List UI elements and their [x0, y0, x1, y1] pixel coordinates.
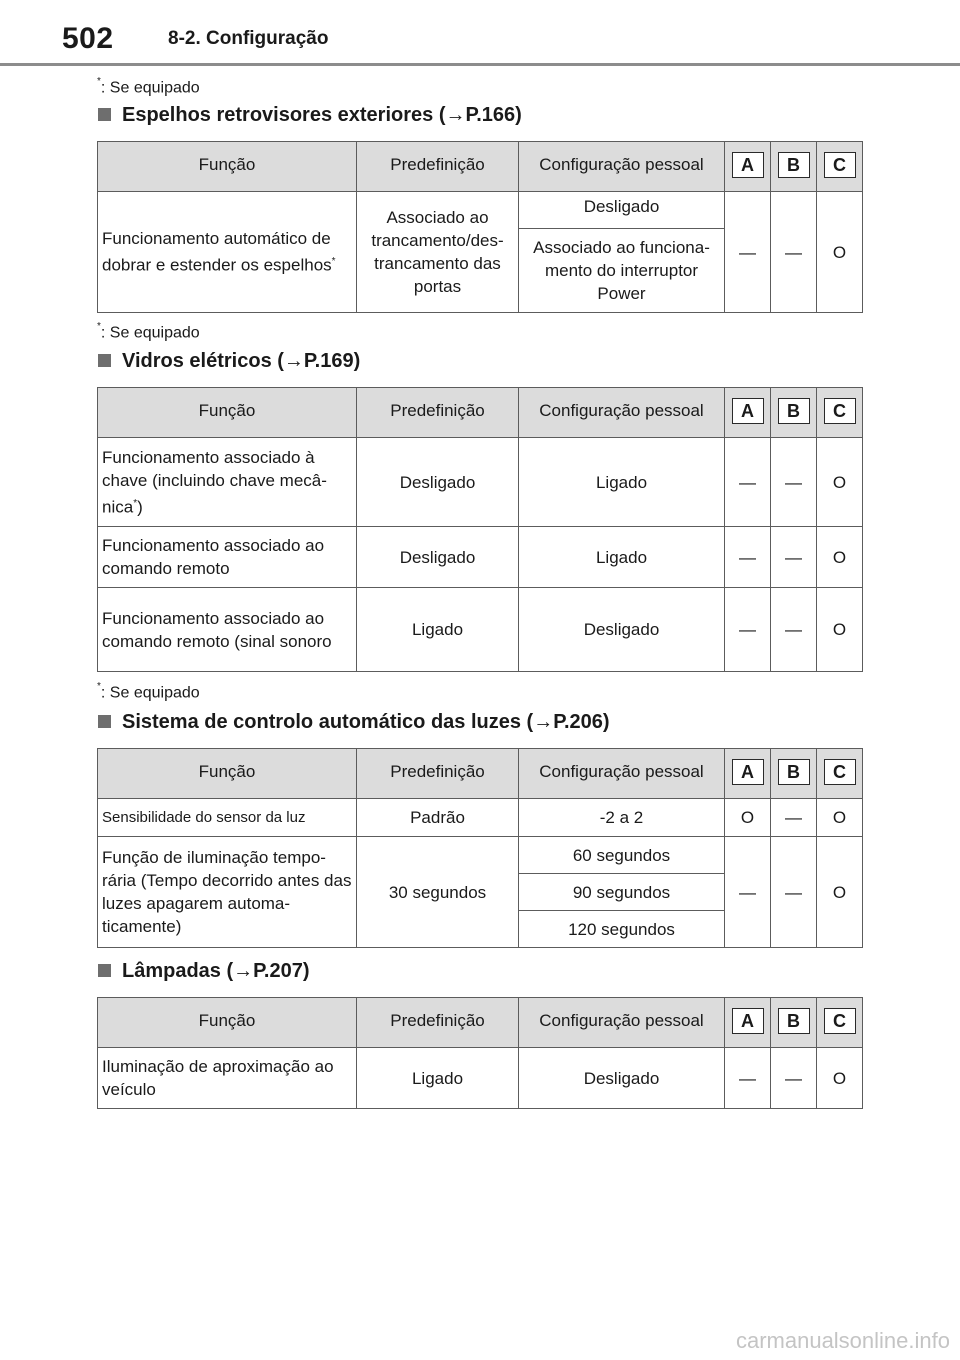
- cell-predefinicao: Desligado: [357, 527, 519, 588]
- cell-option: 120 segundos: [519, 911, 725, 948]
- badge-b: B: [778, 759, 810, 785]
- badge-c: C: [824, 152, 856, 178]
- cell-a: —: [725, 438, 771, 527]
- cell-funcao: Sensibilidade do sensor da luz: [98, 799, 357, 837]
- cell-c: O: [817, 438, 863, 527]
- cell-b: —: [771, 1048, 817, 1109]
- table-header-row: [98, 998, 863, 1048]
- cell-configuracao: Desligado: [519, 1048, 725, 1109]
- header-configuracao: Configuração pessoal: [519, 142, 725, 192]
- header-a: [725, 998, 771, 1048]
- footnote: *: Se equipado: [97, 681, 200, 702]
- cell-predefinicao: Ligado: [357, 588, 519, 672]
- badge-b: B: [778, 1008, 810, 1034]
- cell-c: O: [817, 1048, 863, 1109]
- watermark: carmanualsonline.info: [735, 1328, 950, 1353]
- badge-a: A: [732, 759, 764, 785]
- header-c: [817, 749, 863, 799]
- cell-predefinicao: Ligado: [357, 1048, 519, 1109]
- badge-c: C: [824, 398, 856, 424]
- section-heading: Sistema de controlo automático das luzes (→P.206): [98, 711, 610, 734]
- section-heading: Espelhos retrovisores exteriores (→P.166): [98, 104, 522, 127]
- settings-table-mirrors: [97, 141, 863, 313]
- cell-c: O: [817, 837, 863, 948]
- cell-b: —: [771, 837, 817, 948]
- header-b: [771, 388, 817, 438]
- cell-c: O: [817, 192, 863, 313]
- cell-predefinicao: 30 segundos: [357, 837, 519, 948]
- cell-b: —: [771, 527, 817, 588]
- header-configuracao: Configuração pessoal: [519, 388, 725, 438]
- cell-option: 90 segundos: [519, 874, 725, 911]
- cell-b: —: [771, 799, 817, 837]
- badge-a: A: [732, 1008, 764, 1034]
- cell-configuracao: Ligado: [519, 438, 725, 527]
- section-heading: Lâmpadas (→P.207): [98, 960, 310, 983]
- bullet-square-icon: [98, 715, 111, 728]
- section-title: 8-2. Configuração: [168, 28, 329, 49]
- cell-configuracao: Ligado: [519, 527, 725, 588]
- cell-b: —: [771, 438, 817, 527]
- header-c: [817, 142, 863, 192]
- table-row: [98, 1048, 863, 1109]
- header-b: [771, 749, 817, 799]
- cell-configuracao: -2 a 2: [519, 799, 725, 837]
- table-header-row: [98, 388, 863, 438]
- header-funcao: Função: [98, 749, 357, 799]
- badge-b: B: [778, 152, 810, 178]
- badge-a: A: [732, 152, 764, 178]
- cell-a: —: [725, 837, 771, 948]
- header-configuracao: Configuração pessoal: [519, 749, 725, 799]
- section-heading: Vidros elétricos (→P.169): [98, 350, 360, 373]
- header-configuracao: Configuração pessoal: [519, 998, 725, 1048]
- cell-funcao: Funcionamento associado à chave (incluindo chave mecâ-nica*): [98, 438, 357, 527]
- badge-c: C: [824, 759, 856, 785]
- table-header-row: [98, 749, 863, 799]
- table-row: [98, 527, 863, 588]
- cell-funcao: Função de iluminação tempo-rária (Tempo decorrido antes das luzes apagarem automa-ticamente): [98, 837, 357, 948]
- bullet-square-icon: [98, 108, 111, 121]
- cell-a: —: [725, 588, 771, 672]
- header-a: [725, 142, 771, 192]
- cell-b: —: [771, 192, 817, 313]
- bullet-square-icon: [98, 354, 111, 367]
- header-predefinicao: Predefinição: [357, 388, 519, 438]
- cell-predefinicao: Padrão: [357, 799, 519, 837]
- table-header-row: [98, 142, 863, 192]
- cell-funcao: Iluminação de aproximação ao veículo: [98, 1048, 357, 1109]
- cell-c: O: [817, 527, 863, 588]
- cell-a: —: [725, 192, 771, 313]
- header-b: [771, 998, 817, 1048]
- badge-c: C: [824, 1008, 856, 1034]
- header-rule: [0, 63, 960, 66]
- header-funcao: Função: [98, 142, 357, 192]
- table-row: [98, 438, 863, 527]
- header-predefinicao: Predefinição: [357, 142, 519, 192]
- table-row: [98, 192, 863, 229]
- cell-a: —: [725, 527, 771, 588]
- table-row: [98, 588, 863, 672]
- page-number: 502: [62, 22, 114, 55]
- footnote: *: Se equipado: [97, 76, 200, 97]
- header-predefinicao: Predefinição: [357, 998, 519, 1048]
- header-c: [817, 998, 863, 1048]
- cell-c: O: [817, 799, 863, 837]
- cell-a: —: [725, 1048, 771, 1109]
- page-header: [0, 0, 960, 66]
- cell-a: O: [725, 799, 771, 837]
- table-row: [98, 837, 863, 874]
- cell-funcao: Funcionamento automático de dobrar e estender os espelhos*: [98, 192, 357, 313]
- cell-option: 60 segundos: [519, 837, 725, 874]
- cell-option: Desligado: [519, 192, 725, 229]
- cell-configuracao: Desligado: [519, 588, 725, 672]
- badge-a: A: [732, 398, 764, 424]
- table-row: [98, 799, 863, 837]
- header-funcao: Função: [98, 388, 357, 438]
- header-a: [725, 388, 771, 438]
- header-funcao: Função: [98, 998, 357, 1048]
- cell-c: O: [817, 588, 863, 672]
- settings-table-windows: [97, 387, 863, 672]
- header-a: [725, 749, 771, 799]
- cell-funcao: Funcionamento associado ao comando remoto (sinal sonoro: [98, 588, 357, 672]
- cell-b: —: [771, 588, 817, 672]
- settings-table-lamps: [97, 997, 863, 1109]
- badge-b: B: [778, 398, 810, 424]
- cell-option: Associado ao funciona-mento do interruptor Power: [519, 229, 725, 313]
- cell-predefinicao: Associado ao trancamento/des-trancamento das portas: [357, 192, 519, 313]
- footnote: *: Se equipado: [97, 321, 200, 342]
- cell-predefinicao: Desligado: [357, 438, 519, 527]
- header-b: [771, 142, 817, 192]
- bullet-square-icon: [98, 964, 111, 977]
- header-c: [817, 388, 863, 438]
- header-predefinicao: Predefinição: [357, 749, 519, 799]
- cell-funcao: Funcionamento associado ao comando remoto: [98, 527, 357, 588]
- settings-table-lights: [97, 748, 863, 948]
